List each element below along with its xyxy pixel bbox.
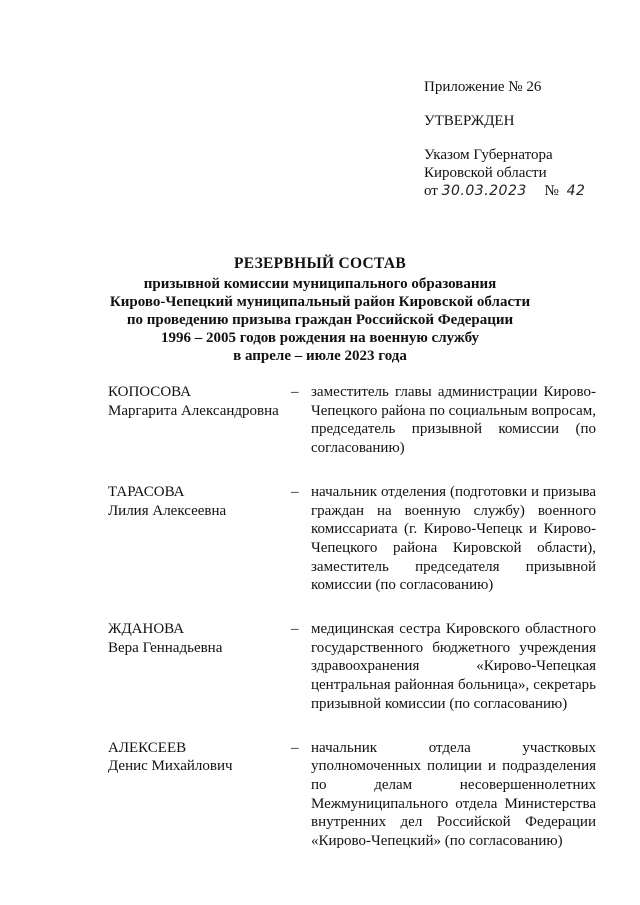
member-given-name: Денис Михайлович (108, 758, 233, 775)
member-dash: – (291, 621, 299, 638)
member-description: медицинская сестра Кировского областного государственного бюджетного учреждения здравоохранения «Кирово-Чепецкая центральная районная больница», секретарь призывной комиссии (по согласованию) (311, 621, 596, 712)
member-surname: КОПОСОВА (108, 384, 192, 400)
approval-block (424, 78, 624, 200)
member-surname: ЖДАНОВА (108, 621, 185, 638)
number-prefix: № (544, 183, 559, 199)
member-given-name: Вера Геннадьевна (108, 639, 223, 656)
decree-line-2: Кировской области (424, 165, 547, 181)
member-description: начальник отдела участковых уполномоченных полиции и подразделения по делам несовершеннолетних Межмуниципального отдела Министерства внутренних дел Российской Федерации «Кирово-Чепецкий» (по согласованию) (311, 739, 596, 850)
title-line: 1996 – 2005 годов рождения на военную службу (160, 330, 480, 346)
member-description: заместитель главы администрации Кирово-Чепецкого района по социальным вопросам, председатель призывной комиссии (по согласованию) (311, 384, 596, 457)
approved-label: УТВЕРЖДЕН (424, 113, 515, 129)
title-line: призывной комиссии муниципального образования (143, 276, 497, 292)
title-line: в апреле – июле 2023 года (233, 348, 407, 364)
member-entry (108, 739, 598, 851)
document-title (0, 255, 640, 365)
member-surname: ТАРАСОВА (108, 483, 185, 500)
appendix-label: Приложение № 26 (424, 79, 542, 95)
member-name (108, 483, 291, 595)
member-entry (108, 383, 598, 458)
title-line: Кирово-Чепецкий муниципальный район Кировской области (109, 294, 531, 310)
member-dash: – (291, 384, 299, 400)
date-prefix: от (424, 183, 438, 199)
handwritten-number: 42 (566, 183, 586, 199)
member-description: начальник отделения (подготовки и призыва граждан на военную службу) военного комиссариата (г. Кирово-Чепецк и Кирово-Чепецкого района Кировской области), заместитель председателя призывной комиссии (по согласованию) (311, 483, 596, 594)
decree-line-1: Указом Губернатора (424, 147, 553, 163)
member-name (108, 620, 291, 714)
member-name (108, 383, 291, 458)
title-main: РЕЗЕРВНЫЙ СОСТАВ (233, 255, 407, 272)
member-list (108, 383, 598, 851)
member-dash: – (291, 483, 299, 500)
member-surname: АЛЕКСЕЕВ (108, 739, 187, 756)
member-name (108, 739, 291, 851)
member-given-name: Маргарита Александровна (108, 402, 279, 419)
handwritten-date: 30.03.2023 (441, 183, 527, 199)
decree-date-row (424, 182, 624, 200)
member-given-name: Лилия Алексеевна (108, 502, 227, 519)
title-line: по проведению призыва граждан Российской Федерации (126, 312, 514, 328)
member-dash: – (291, 739, 299, 756)
member-entry (108, 483, 598, 595)
member-entry (108, 620, 598, 714)
